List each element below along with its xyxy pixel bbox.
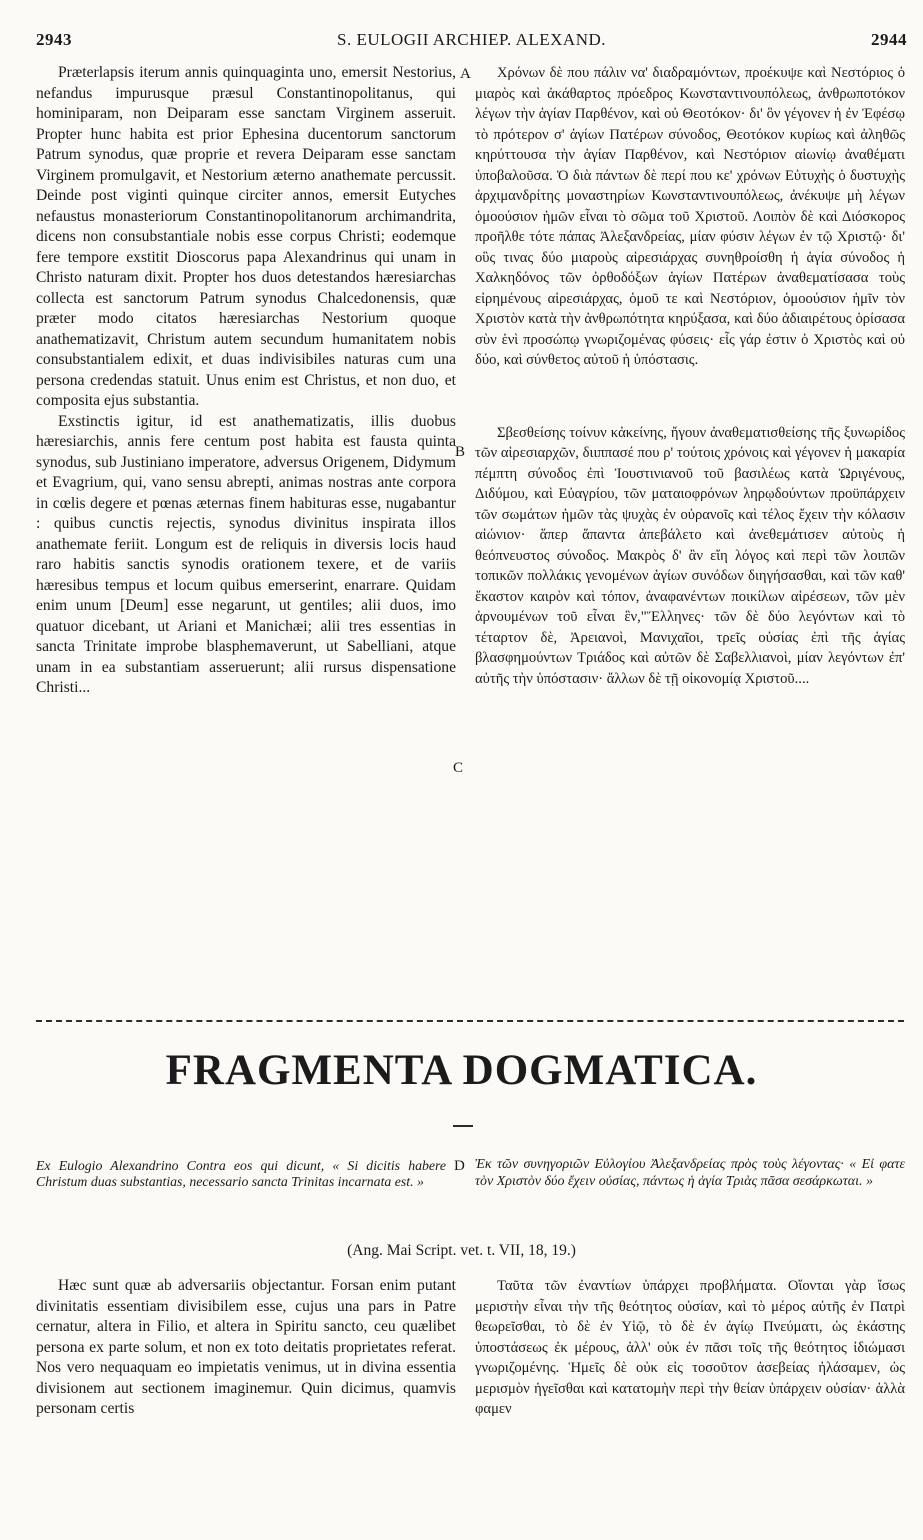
greek-paragraph-3: Ταῦτα τῶν ἐναντίων ὑπάρχει προβλήματα. Οἴονται γὰρ ἴσως μεριστὴν εἶναι τὴν τῆς θεότητος οὐσίαν, καὶ τὸ μέρος αὐτῆς ἐν Πατρὶ θεωρεῖσθαι, τὸ δὲ ἐν Υἱῷ, τὸ δὲ ἐν ἁγίῳ Πνεύματι, ὡς ἑκάστης ὑποστάσεως ἐκ μέρους, ἀλλ' οὐκ ἐν πᾶσι τοῖς τῆς θεότητος ἰδιώμασι γνωριζομένης. Ἡμεῖς δὲ οὐκ εἰς τοσοῦτον ἀσεβείας ἠλάσαμεν, ὡς μερισμὸν ἡγεῖσθαι καὶ κατατομὴν περὶ τὴν θείαν ὑπάρχειν οὐσίαν· ἀλλὰ φαμεν <box>475 1278 905 1417</box>
running-title: S. EULOGII ARCHIEP. ALEXAND. <box>337 30 606 49</box>
greek-paragraph-2: Σβεσθείσης τοίνυν κἀκείνης, ἤγουν ἀναθεματισθείσης τῆς ξυνωρίδος τῶν αἱρεσιαρχῶν, διιππασέ που ρ' τούτοις χρόνοις καὶ γέγονεν ἡ μακαρία πέμπτη σύνοδος ἐπὶ Ἰουστινιανοῦ τοῦ βασιλέως κατὰ Ὠριγένους, Διδύμου, καὶ Εὐαγρίου, τῶν ματαιοφρόνων ληρῳδούντων προϋπάρχειν τῶν σωμάτων ἡμῶν τὰς ψυχὰς ἐν οὐρανοῖς καὶ τέλος ἔχειν τὴν κόλασιν αἰώνιον· ἅπερ ἅπαντα ἀπεβάλετο καὶ ἀνεθεμάτισεν αὐτοὺς ἡ θεόπνευστος σύνοδος. Μακρὸς δ' ἂν εἴη λόγος καὶ περὶ τῶν λοιπῶν τοπικῶν πολλάκις γενομένων ἁγίων συνόδων διηγήσασθαι, καὶ τῶν καθ' ἕκαστον καιρὸν καὶ τόπον, ἀναφανέντων ποικίλων αἱρέσεων, τῶν μὲν ἀρνουμένων τοῦ εἶναι ἓν,"Ἕλληνες· τῶν δὲ δύο λεγόντων καὶ τὸ τέταρτον δὲ, Ἀρειανοὶ, Μανιχαῖοι, τρεῖς οὐσίας ἐπὶ τῆς ἁγίας βλασφημούντων Τριάδος καὶ αὐτῶν δὲ Σαβελλιανοὶ, μίαν λεγόντων ἐπ' αὐτῆς τὴν ὑπόστασιν· ἄλλων δὲ τῇ οἰκονομίᾳ Χριστοῦ.... <box>475 424 905 687</box>
running-header <box>36 30 907 56</box>
greek-column-upper <box>475 63 905 689</box>
title-short-rule <box>453 1125 473 1127</box>
section-title: FRAGMENTA DOGMATICA. <box>165 1047 758 1094</box>
margin-marker-c: C <box>453 760 464 776</box>
greek-column-lower <box>475 1276 905 1420</box>
latin-paragraph-2: Exstinctis igitur, id est anathematizatis, illis duobus hæresiarchis, annis fere centum post habita est fausta quinta synodus, sub Justiniano imperatore, adversus Origenem, Didymum et Evagrium, qui, vano sensu abrepti, animas nostras ante corpora in cœlis degere et pœnas æternas finem habituras esse, nugabantur : quibus cunctis rejectis, synodus divinitus inspirata illos anathemate feriit. Longum est de reliquis in diversis locis haud raro habitis sanctis synodis orationem texere, et de variis hæresibus tempus et locum quibus emerserint, enarrare. Quidam enim unum [Deum] esse negarunt, ut gentiles; alii duos, imo quatuor dicebant, ut Ariani et Manichæi; alii tres essentias in sancta Trinitate improbe blasphemaverunt, ut Sabelliani, atque unam in ea substantiam asseruerunt; alii rursus dispensatione Christi... <box>36 412 456 696</box>
page-number-right: 2944 <box>871 30 907 49</box>
latin-caption: Ex Eulogio Alexandrino Contra eos qui dicunt, « Si dicitis habere Christum duas substantias, necessario sancta Trinitas incarnata est. » <box>36 1158 446 1189</box>
margin-marker-a: A <box>460 66 471 82</box>
margin-marker-d: D <box>454 1158 465 1174</box>
latin-paragraph-3: Hæc sunt quæ ab adversariis objectantur. Forsan enim putant divinitatis essentiam divisibilem esse, cujus una pars in Patre cernatur, altera in Filio, et altera in Spiritu sancto, ceu quælibet persona ex parte solum, et non ex toto deitatis proprietates referat. Nos vero nequaquam eo impietatis venimus, ut in divina essentia divisionem aut sectionem imaginemur. Quin dicimus, quamvis personam certis <box>36 1277 456 1417</box>
latin-column-lower <box>36 1276 456 1420</box>
citation: (Ang. Mai Script. vet. t. VII, 18, 19.) <box>347 1242 576 1259</box>
margin-marker-b: B <box>455 444 466 460</box>
greek-caption: Ἐκ τῶν συνηγοριῶν Εὐλογίου Ἀλεξανδρείας πρὸς τοὺς λέγοντας· « Εἰ φατε τὸν Χριστὸν δύο ἔχειν οὐσίας, πάντως ἡ ἁγία Τριὰς πᾶσα σεσάρκωται. » <box>475 1157 905 1189</box>
page-number-left: 2943 <box>36 30 72 49</box>
latin-paragraph-1: Præterlapsis iterum annis quinquaginta uno, emersit Nestorius, nefandus impurusque præsul Constantinopolitanus, qui hominiparam, non Deiparam esse sanctam Virginem asseruit. Propter hunc habita est prior Ephesina ducentorum sanctorum Patrum synodus, quæ proprie et revera Deiparam esse sanctam Virginem promulgavit, et Nestorium æterno anathemate percussit. Deinde post viginti quinque circiter annos, emersit Eutyches nefaustus monasteriorum Constantinopolitanorum archimandrita, dicens non consubstantiale nobis esse corpus Christi; eodemque fere tempore exstitit Dioscorus papa Alexandrinus qui unam in Christo naturam dixit. Propter hos duos detestandos hæresiarchas collecta est sanctorum Patrum synodus Chalcedonensis, quæ præter modo citatos hæresiarchas Nestorium quoque anathematizavit, Christum autem secundum humanitatem nobis consubstantialem edixit, et duas indivisibiles naturas cum una persona credendas statuit. Unus enim est Christus, et non duo, et composita ejus substantia. <box>36 64 456 409</box>
latin-column-upper <box>36 63 456 699</box>
greek-paragraph-1: Χρόνων δὲ που πάλιν να' διαδραμόντων, προέκυψε καὶ Νεστόριος ὁ μιαρὸς καὶ ἀκάθαρτος πρόεδρος Κωνσταντινουπόλεως, ἀνθρωποτόκον λέγων τὴν ἁγίαν Παρθένον, καὶ οὐ Θεοτόκον· δι' ὃν γέγονεν ἡ ἐν Ἐφέσῳ τὸ πρότερον σ' ἁγίων Πατέρων σύνοδος, Θεοτόκον κυρίως καὶ ἀληθῶς κηρύττουσα τὴν ἁγίαν Παρθένον, καὶ Νεστόριον αἰωνίῳ ἀναθέματι ὑποβαλοῦσα. Ὁ διὰ πάντων δὲ περί που κε' χρόνων Εὐτυχὴς ὁ δυστυχὴς ἀρχιμανδρίτης μοναστηρίων Κωνσταντινουπόλεως, ἀνέκυψε μὴ λέγων ὁμοούσιον ἡμῶν εἶναι τὸ σῶμα τοῦ Χριστοῦ. Λοιπὸν δὲ καὶ Διόσκορος προῆλθε τότε πάπας Ἀλεξανδρείας, μίαν φύσιν λέγων ἐν τῷ Χριστῷ· δι' οὓς τινας δύο μιαροὺς αἱρεσιάρχας συνηθροίσθη ἡ ἁγία σύνοδος ἡ Χαλκηδόνος τῶν ὀρθοδόξων ἁγίων Πατέρων ἀναθεματίσασα τοὺς εἰρημένους αἱρεσιάρχας, ὁμοῦ τε καὶ Νεστόριον, ὁμοούσιον ἡμῖν τὸν Χριστὸν κατὰ τὴν ἀνθρωπότητα κηρύξασα, καὶ δύο ἀδιαιρέτους ὁρίσασα σὺν ἑνὶ προσώπῳ γνωριζομένας φύσεις· εἷς γάρ ἐστιν ὁ Χριστὸς καὶ οὐ δύο, καὶ σύνθετος αὐτοῦ ἡ ὑπόστασις. <box>475 65 905 368</box>
section-divider-rule <box>36 1020 904 1022</box>
